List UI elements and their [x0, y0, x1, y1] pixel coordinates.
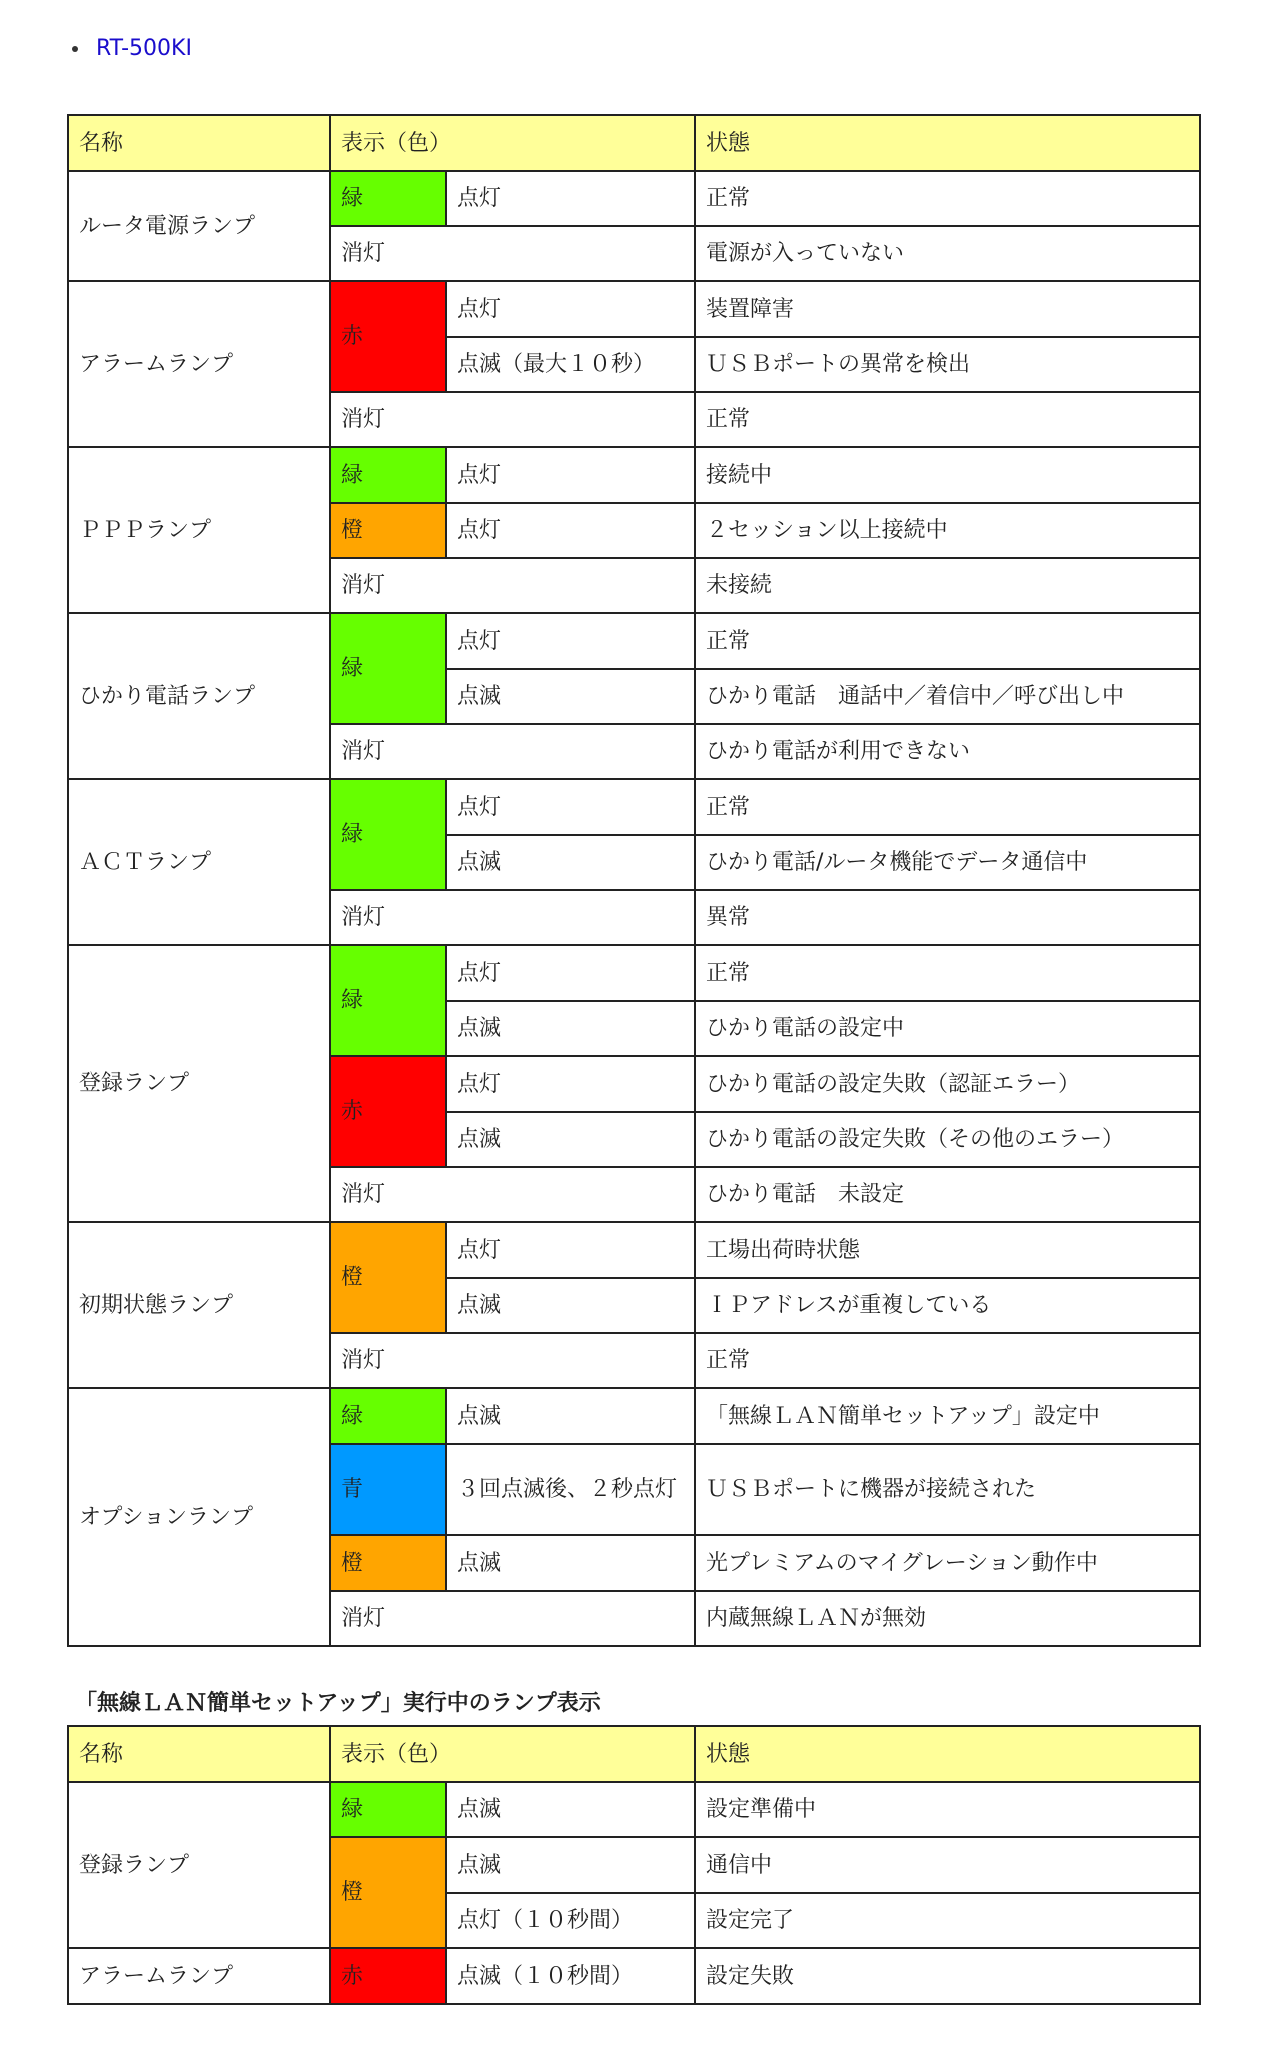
state-cell: ＵＳＢポートに機器が接続された — [695, 1444, 1200, 1535]
action-cell: 点灯 — [446, 171, 695, 226]
action-cell: 点灯 — [446, 945, 695, 1001]
state-cell: 電源が入っていない — [695, 226, 1200, 281]
header-state: 状態 — [695, 1726, 1200, 1782]
state-cell: 正常 — [695, 171, 1200, 226]
state-cell: 設定完了 — [695, 1893, 1200, 1948]
state-cell: ひかり電話の設定失敗（その他のエラー） — [695, 1112, 1200, 1167]
action-cell: 点滅 — [446, 1782, 695, 1837]
color-cell: 橙 — [330, 1535, 446, 1591]
state-cell: ＵＳＢポートの異常を検出 — [695, 337, 1200, 392]
state-cell: 正常 — [695, 392, 1200, 447]
table-row — [68, 945, 1200, 1001]
action-cell: 消灯 — [330, 724, 695, 779]
lamp-name: ＰＰＰランプ — [68, 447, 330, 613]
action-cell: 点灯 — [446, 1056, 695, 1112]
setup-lamp-heading: 「無線ＬＡＮ簡単セットアップ」実行中のランプ表示 — [75, 1691, 601, 1716]
state-cell: ひかり電話/ルータ機能でデータ通信中 — [695, 835, 1200, 890]
action-cell: 消灯 — [330, 1591, 695, 1646]
lamp-name: ひかり電話ランプ — [68, 613, 330, 779]
action-cell: 点灯 — [446, 281, 695, 337]
model-list-item — [72, 36, 192, 61]
state-cell: 設定失敗 — [695, 1948, 1200, 2004]
action-cell: 点滅 — [446, 1278, 695, 1333]
state-cell: 正常 — [695, 613, 1200, 669]
header-display: 表示（色） — [330, 1726, 695, 1782]
action-cell: 消灯 — [330, 558, 695, 613]
color-cell: 橙 — [330, 1837, 446, 1948]
state-cell: 正常 — [695, 779, 1200, 835]
action-cell: 点滅 — [446, 1837, 695, 1893]
color-cell: 緑 — [330, 447, 446, 503]
lamp-name: アラームランプ — [68, 1948, 330, 2004]
color-cell: 緑 — [330, 945, 446, 1056]
action-cell: 点灯 — [446, 447, 695, 503]
lamp-name: アラームランプ — [68, 281, 330, 447]
color-cell: 緑 — [330, 171, 446, 226]
color-cell: 青 — [330, 1444, 446, 1535]
lamp-name: ルータ電源ランプ — [68, 171, 330, 281]
header-name: 名称 — [68, 1726, 330, 1782]
action-cell: 点滅 — [446, 669, 695, 724]
color-cell: 赤 — [330, 281, 446, 392]
lamp-name: 初期状態ランプ — [68, 1222, 330, 1388]
bullet-icon — [72, 46, 78, 52]
state-cell: ２セッション以上接続中 — [695, 503, 1200, 558]
action-cell: 点滅（１０秒間） — [446, 1948, 695, 2004]
state-cell: 装置障害 — [695, 281, 1200, 337]
setup-lamp-table — [67, 1725, 1201, 2005]
state-cell: ひかり電話 通話中／着信中／呼び出し中 — [695, 669, 1200, 724]
action-cell: 消灯 — [330, 226, 695, 281]
state-cell: ひかり電話 未設定 — [695, 1167, 1200, 1222]
state-cell: ひかり電話の設定中 — [695, 1001, 1200, 1056]
table-row — [68, 1388, 1200, 1444]
lamp-status-table — [67, 114, 1201, 1647]
color-cell: 緑 — [330, 613, 446, 724]
table-row — [68, 171, 1200, 226]
action-cell: 点滅 — [446, 1388, 695, 1444]
color-cell: 緑 — [330, 779, 446, 890]
color-cell: 赤 — [330, 1056, 446, 1167]
state-cell: 「無線ＬＡＮ簡単セットアップ」設定中 — [695, 1388, 1200, 1444]
action-cell: 消灯 — [330, 1333, 695, 1388]
header-state: 状態 — [695, 115, 1200, 171]
state-cell: ひかり電話の設定失敗（認証エラー） — [695, 1056, 1200, 1112]
state-cell: 通信中 — [695, 1837, 1200, 1893]
table-row — [68, 1782, 1200, 1837]
action-cell: 消灯 — [330, 1167, 695, 1222]
table-row — [68, 281, 1200, 337]
state-cell: ひかり電話が利用できない — [695, 724, 1200, 779]
action-cell: 点灯 — [446, 613, 695, 669]
action-cell: 消灯 — [330, 890, 695, 945]
color-cell: 緑 — [330, 1782, 446, 1837]
table-row — [68, 779, 1200, 835]
color-cell: 赤 — [330, 1948, 446, 2004]
state-cell: 正常 — [695, 1333, 1200, 1388]
action-cell: 点灯 — [446, 503, 695, 558]
state-cell: 正常 — [695, 945, 1200, 1001]
table-row — [68, 1948, 1200, 2004]
color-cell: 橙 — [330, 503, 446, 558]
table-row — [68, 447, 1200, 503]
state-cell: 異常 — [695, 890, 1200, 945]
action-cell: 点滅 — [446, 1535, 695, 1591]
action-cell: 点滅（最大１０秒） — [446, 337, 695, 392]
state-cell: 内蔵無線ＬＡＮが無効 — [695, 1591, 1200, 1646]
lamp-name: 登録ランプ — [68, 945, 330, 1222]
action-cell: 点灯 — [446, 779, 695, 835]
state-cell: ＩＰアドレスが重複している — [695, 1278, 1200, 1333]
lamp-name: 登録ランプ — [68, 1782, 330, 1948]
lamp-name: ＡＣＴランプ — [68, 779, 330, 945]
state-cell: 光プレミアムのマイグレーション動作中 — [695, 1535, 1200, 1591]
table-row — [68, 613, 1200, 669]
header-row — [68, 1726, 1200, 1782]
action-cell: 点灯（１０秒間） — [446, 1893, 695, 1948]
action-cell: 消灯 — [330, 392, 695, 447]
model-list — [72, 36, 192, 61]
header-display: 表示（色） — [330, 115, 695, 171]
lamp-name: オプションランプ — [68, 1388, 330, 1646]
state-cell: 未接続 — [695, 558, 1200, 613]
action-cell: 点滅 — [446, 1001, 695, 1056]
table-row — [68, 1222, 1200, 1278]
action-cell: 点滅 — [446, 1112, 695, 1167]
action-cell: ３回点滅後、２秒点灯 — [446, 1444, 695, 1535]
state-cell: 工場出荷時状態 — [695, 1222, 1200, 1278]
header-row — [68, 115, 1200, 171]
color-cell: 緑 — [330, 1388, 446, 1444]
header-name: 名称 — [68, 115, 330, 171]
color-cell: 橙 — [330, 1222, 446, 1333]
model-link[interactable]: RT-500KI — [96, 36, 192, 61]
state-cell: 接続中 — [695, 447, 1200, 503]
state-cell: 設定準備中 — [695, 1782, 1200, 1837]
action-cell: 点灯 — [446, 1222, 695, 1278]
action-cell: 点滅 — [446, 835, 695, 890]
